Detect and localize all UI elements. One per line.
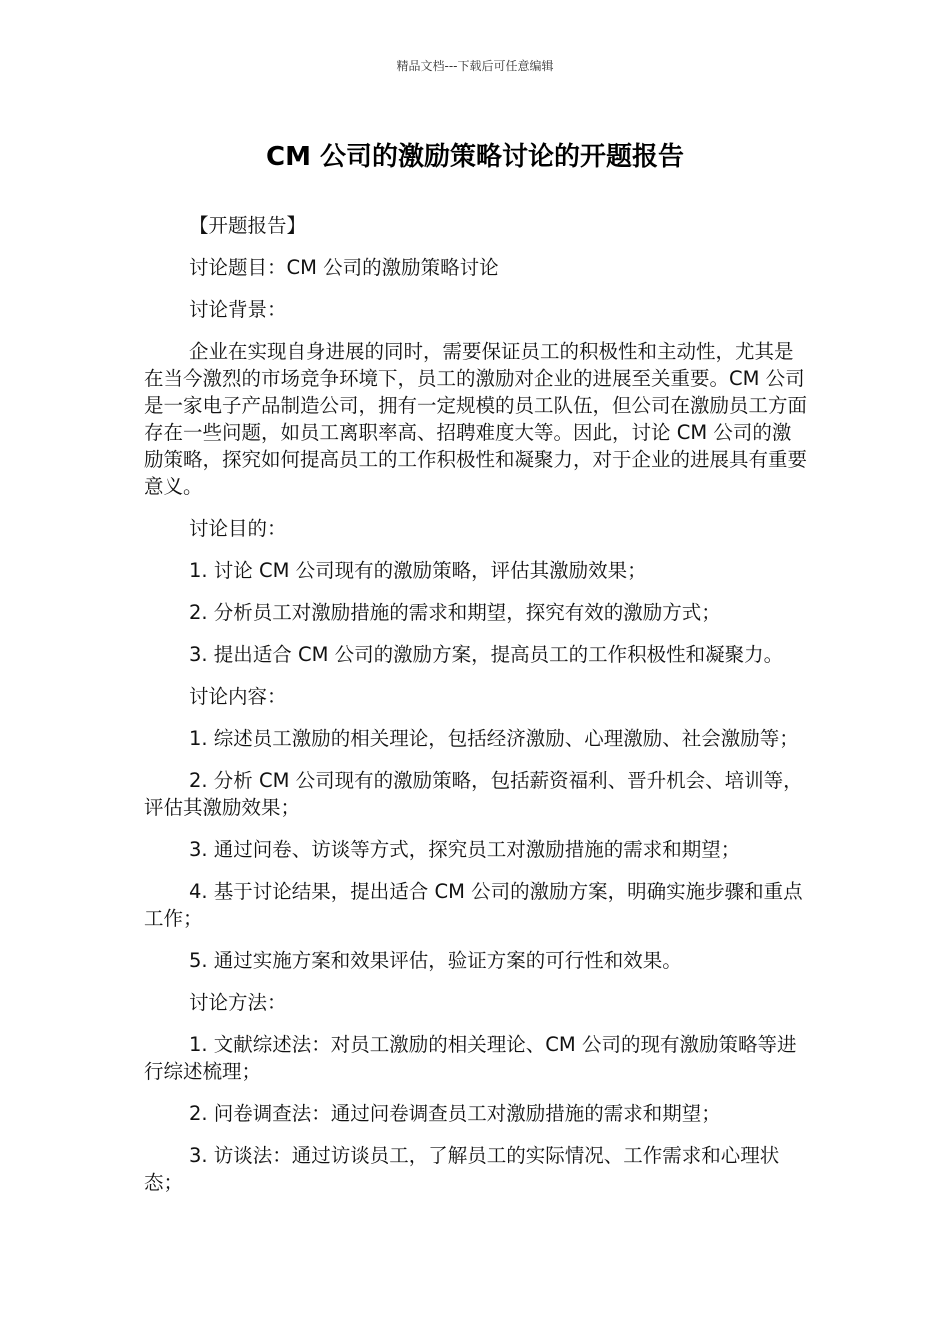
content-item-5: 5. 通过实施方案和效果评估，验证方案的可行性和效果。: [189, 949, 682, 972]
method-item-2: 2. 问卷调查法：通过问卷调查员工对激励措施的需求和期望；: [189, 1102, 721, 1125]
document-body: [144, 212, 809, 1211]
section-heading-purpose: 讨论目的：: [189, 517, 287, 540]
section-heading-method: 讨论方法：: [189, 991, 287, 1014]
document-title: CM 公司的激励策略讨论的开题报告: [265, 142, 684, 172]
section-heading-report: 【开题报告】: [189, 214, 307, 237]
section-heading-background: 讨论背景：: [189, 298, 287, 321]
method-item-3: 3. 访谈法：通过访谈员工，了解员工的实际情况、工作需求和心理状态；: [144, 1144, 780, 1194]
header-note: 精品文档---下载后可任意编辑: [396, 59, 554, 73]
content-item-2: 2. 分析 CM 公司现有的激励策略，包括薪资福利、晋升机会、培训等，评估其激励效果；: [144, 769, 803, 819]
research-topic: 讨论题目：CM 公司的激励策略讨论: [189, 256, 499, 279]
purpose-item-3: 3. 提出适合 CM 公司的激励方案，提高员工的工作积极性和凝聚力。: [189, 643, 784, 666]
method-item-1: 1. 文献综述法：对员工激励的相关理论、CM 公司的现有激励策略等进行综述梳理；: [144, 1033, 797, 1083]
background-paragraph: 企业在实现自身进展的同时，需要保证员工的积极性和主动性，尤其是在当今激烈的市场竞争环境下，员工的激励对企业的进展至关重要。CM 公司是一家电子产品制造公司，拥有一定规模的员工队伍，但公司在激励员工方面存在一些问题，如员工离职率高、招聘难度大等。因此，讨论 CM 公司的激励策略，探究如何提高员工的工作积极性和凝聚力，对于企业的进展具有重要意义。: [144, 340, 808, 498]
purpose-item-2: 2. 分析员工对激励措施的需求和期望，探究有效的激励方式；: [189, 601, 721, 624]
section-heading-content: 讨论内容：: [189, 685, 287, 708]
content-item-1: 1. 综述员工激励的相关理论，包括经济激励、心理激励、社会激励等；: [189, 727, 799, 750]
purpose-item-1: 1. 讨论 CM 公司现有的激励策略，评估其激励效果；: [189, 559, 647, 582]
content-item-3: 3. 通过问卷、访谈等方式，探究员工对激励措施的需求和期望；: [189, 838, 741, 861]
content-item-4: 4. 基于讨论结果，提出适合 CM 公司的激励方案，明确实施步骤和重点工作；: [144, 880, 803, 930]
